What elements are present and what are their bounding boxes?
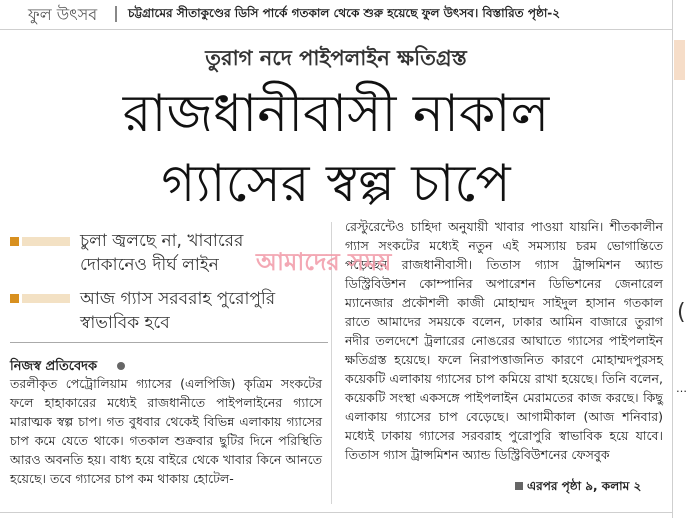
continued-note (515, 478, 641, 498)
highlight-bar (22, 294, 70, 303)
top-rule (0, 29, 672, 30)
neighbor-page-color-block (674, 40, 685, 80)
page-edge-line (672, 0, 673, 518)
highlight-2: আজ গ্যাস সরবরাহ পুরোপুরি স্বাভাবিক হবে (80, 289, 276, 333)
section-label: ফুল উৎসব (28, 5, 98, 24)
neighbor-page-glyph: ( (677, 300, 686, 325)
section-teaser: চট্টগ্রামের সীতাকুণ্ডের ডিসি পার্কে গতকাল থেকে শুরু হয়েছে ফুল উৎসব। বিস্তারিত পৃষ্ঠা-২ (128, 6, 561, 20)
highlight-divider (10, 342, 328, 343)
highlight-bullet-icon (10, 294, 19, 303)
byline-dot-icon (117, 362, 125, 370)
bottom-rule (0, 512, 672, 513)
square-bullet-icon (515, 482, 523, 490)
highlight-1: চুলা জ্বলছে না, খাবারের দোকানেও দীর্ঘ লাইন (80, 231, 244, 275)
strip-separator (115, 6, 117, 22)
publisher-watermark: আমাদের সময় (256, 248, 392, 276)
headline-line-2: গ্যাসের স্বল্প চাপে (161, 154, 511, 214)
article-body-right: রেস্টুরেন্টেও চাহিদা অনুযায়ী খাবার পাওয়া যায়নি। শীতকালীন গ্যাস সংকটের মধ্যেই নতুন এই সমস্যায় চরম ভোগান্তিতে পড়েছেন রাজধানীবাসী। তিতাস গ্যাস ট্রান্সমিশন অ্যান্ড ডিস্ট্রিবিউশন কোম্পানির অপারেশন ডিভিশনের জেনারেল ম্যানেজার প্রকৌশলী কাজী মোহাম্মদ সাইদুল হাসান গতকাল রাতে আমাদের সময়কে বলেন, ঢাকার আমিন বাজারে তুরাগ নদীর তলদেশে ট্রলারের নোঙরের আঘাতে গ্যাসের পাইপলাইন ক্ষতিগ্রস্ত হয়েছে। ফলে নিরাপত্তাজনিত কারণে মোহাম্মদপুরসহ কয়েকটি এলাকায় গ্যাসের চাপ কমিয়ে রাখা হয়েছে। তিনি বলেন, কয়েকটি সংস্থা একসঙ্গে পাইপলাইন মেরামতের কাজ করছে। কিছু এলাকায় গ্যাসের চাপ বেড়েছে। আগামীকাল (আজ শনিবার) মধ্যেই ঢাকায় গ্যাসের সরবরাহ পুরোপুরি স্বাভাবিক হয়ে যাবে। তিতাস গ্যাস ট্রান্সমিশন অ্যান্ড ডিস্ট্রিবিউশনের ফেসবুক (345, 219, 663, 462)
byline: নিজস্ব প্রতিবেদক (10, 359, 98, 374)
highlight-bar (22, 237, 70, 246)
highlight-bullet-icon (10, 237, 19, 246)
neighbor-page-text: … (676, 382, 687, 395)
headline-kicker: তুরাগ নদে পাইপলাইন ক্ষতিগ্রস্ত (205, 46, 467, 70)
article-body-left: তরলীকৃত পেট্রোলিয়াম গ্যাসের (এলপিজি) কৃত্রিম সংকটের ফলে হাহাকারের মধ্যেই রাজধানীতে পাইপলাইনের গ্যাসে মারাত্মক স্বল্প চাপ। গত বুধবার থেকেই বিভিন্ন এলাকায় গ্যাসের চাপ কমে যেতে থাকে। গতকাল শুক্রবার ছুটির দিনে পরিস্থিতি আরও অবনতি হয়। বাধ্য হয়ে বাইরে থেকে খাবার কিনে আনতে হয়েছে। তবে গ্যাসের চাপ কম থাকায় হোটেল- (10, 376, 322, 486)
continued-text: এরপর পৃষ্ঠা ৯, কলাম ২ (527, 479, 642, 493)
headline-line-1: রাজধানীবাসী নাকাল (122, 84, 550, 144)
